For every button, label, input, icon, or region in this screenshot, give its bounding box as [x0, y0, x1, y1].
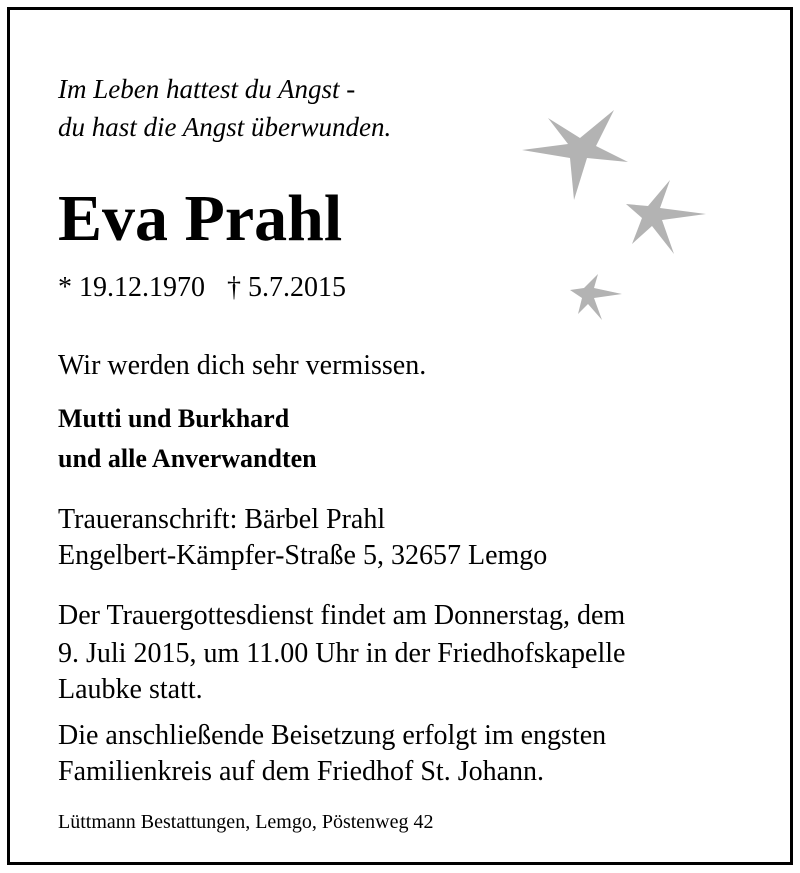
service-line-2: 9. Juli 2015, um 11.00 Uhr in der Friedhofskapelle [58, 638, 626, 669]
miss-text: Wir werden dich sehr vermissen. [58, 350, 427, 381]
deceased-name: Eva Prahl [58, 182, 343, 255]
undertaker-footer: Lüttmann Bestattungen, Lemgo, Pöstenweg 42 [58, 811, 434, 833]
death-date: † 5.7.2015 [227, 272, 346, 303]
quote-line-1: Im Leben hattest du Angst - [58, 74, 356, 104]
star-icon [522, 110, 628, 200]
service-line-3: Laubke statt. [58, 674, 203, 705]
star-icon [626, 180, 706, 254]
stars-decoration [510, 100, 720, 330]
address-line-2: Engelbert-Kämpfer-Straße 5, 32657 Lemgo [58, 540, 548, 571]
address-line-1: Traueranschrift: Bärbel Prahl [58, 504, 386, 535]
birth-date: * 19.12.1970 [58, 272, 205, 303]
burial-line-2: Familienkreis auf dem Friedhof St. Johann. [58, 756, 545, 787]
star-icon [570, 274, 622, 320]
service-line-1: Der Trauergottesdienst findet am Donnerstag, dem [58, 600, 626, 631]
burial-line-1: Die anschließende Beisetzung erfolgt im engsten [58, 720, 607, 751]
quote-line-2: du hast die Angst überwunden. [58, 112, 392, 142]
life-dates [58, 274, 346, 302]
family-line-1: Mutti und Burkhard [58, 404, 290, 433]
family-line-2: und alle Anverwandten [58, 444, 317, 473]
